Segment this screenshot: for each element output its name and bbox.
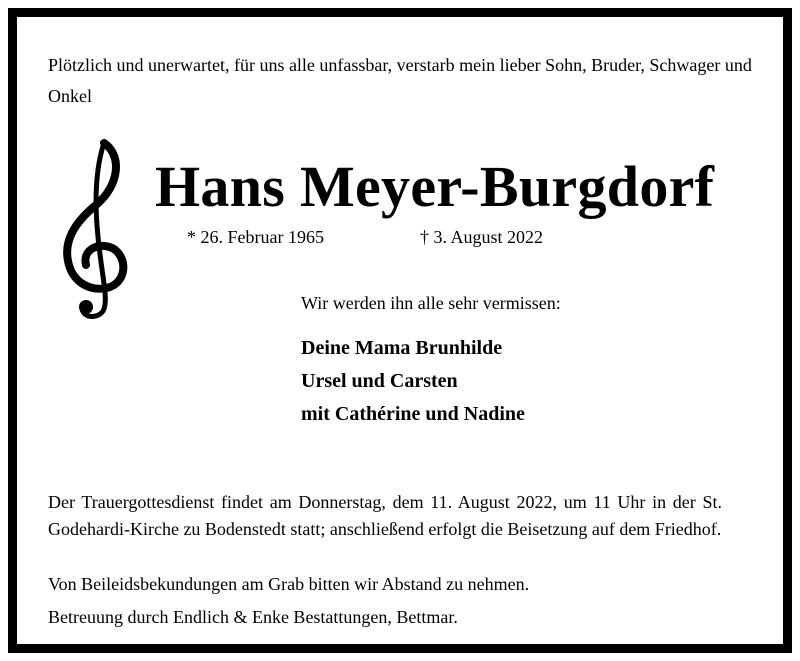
obituary-notice [8,8,792,653]
deceased-name: Hans Meyer-Burgdorf [155,154,715,219]
death-date: † 3. August 2022 [420,227,544,247]
condolences-note: Von Beileidsbekundungen am Grab bitten wir Abstand zu nehmen. [48,574,530,594]
mourner-line: Ursel und Carsten [301,370,458,392]
mourner-line: mit Cathérine und Nadine [301,403,525,425]
treble-clef-icon [56,137,136,327]
funeral-home-note: Betreuung durch Endlich & Enke Bestattungen, Bettmar. [48,607,458,627]
mourner-line: Deine Mama Brunhilde [301,337,503,359]
mourners-list [301,332,525,431]
service-info: Der Trauergottesdienst findet am Donnerstag, dem 11. August 2022, um 11 Uhr in der St. Godehardi-Kirche zu Bodenstedt statt; anschließend erfolgt die Beisetzung auf dem Friedhof. [48,492,722,539]
miss-line: Wir werden ihn alle sehr vermissen: [301,293,561,313]
birth-date: * 26. Februar 1965 [187,227,324,247]
intro-text: Plötzlich und unerwartet, für uns alle unfassbar, verstarb mein lieber Sohn, Bruder, Schwager und Onkel [48,55,752,106]
